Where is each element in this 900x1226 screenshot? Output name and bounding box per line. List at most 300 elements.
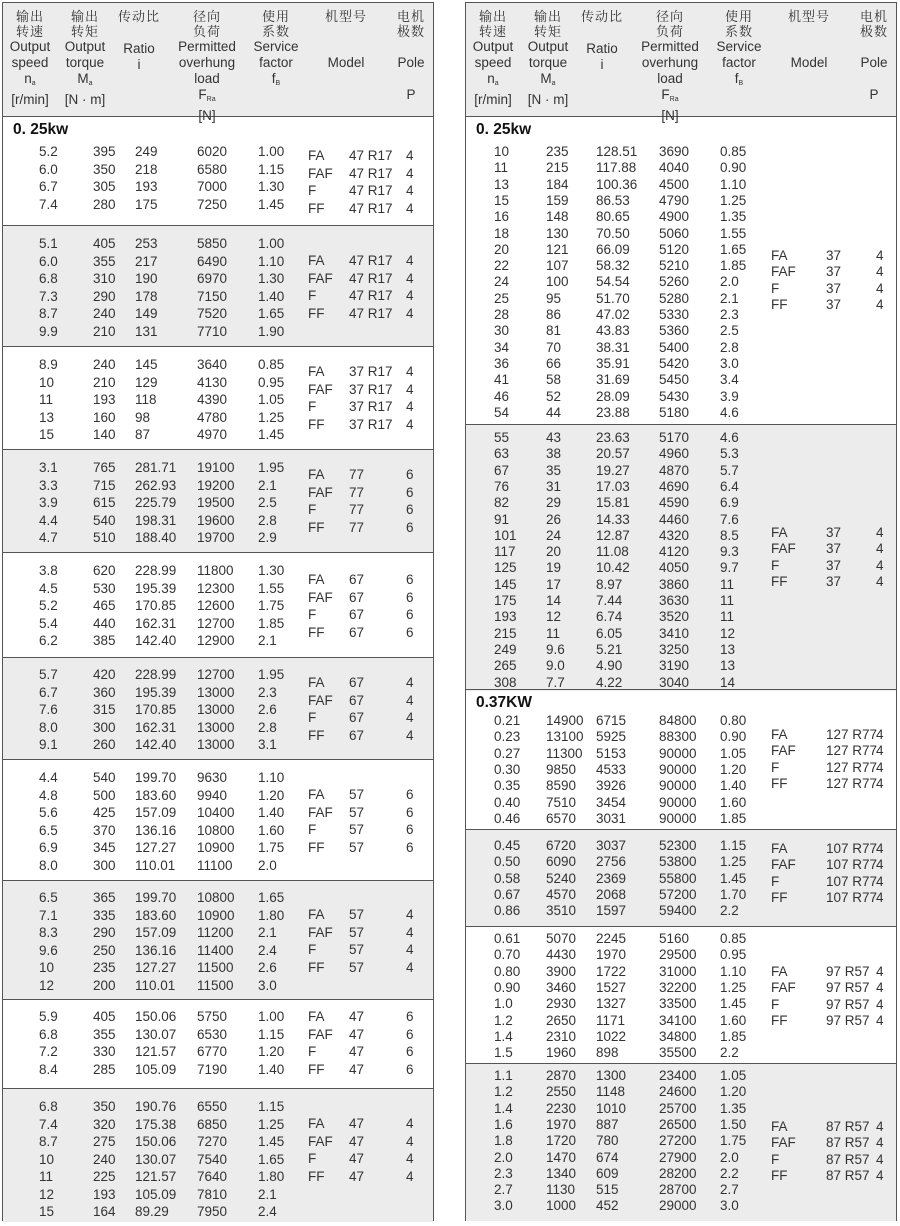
model-cell: 97 R57 — [826, 980, 870, 996]
header-cn-label: 使用 — [724, 9, 753, 24]
output-torque-cell: 121 — [546, 241, 569, 257]
output-speed-cell: 6.7 — [39, 684, 58, 700]
overhung-load-cell: 25700 — [659, 1100, 697, 1116]
pole-cell: 4 — [406, 399, 414, 414]
overhung-load-cell: 27200 — [659, 1133, 697, 1149]
overhung-load-cell: 11500 — [197, 977, 234, 993]
output-speed-cell: 18 — [494, 225, 510, 241]
output-torque-cell: 12 — [546, 609, 562, 625]
service-factor-cell: 12 — [720, 625, 736, 641]
ratio-cell: 2369 — [596, 870, 627, 886]
service-factor-cell: 0.80 — [720, 713, 747, 728]
pole-cell: 4 — [406, 1151, 414, 1166]
service-factor-cell: 3.1 — [258, 737, 277, 752]
header-en-label: load — [194, 71, 220, 86]
output-speed-cell: 22 — [494, 258, 510, 274]
model-cell: 47 R17 — [349, 148, 393, 163]
overhung-load-cell: 53800 — [659, 854, 697, 870]
overhung-load-cell: 6580 — [197, 161, 228, 177]
output-torque-cell: 19 — [546, 560, 562, 576]
output-torque-cell: 370 — [93, 822, 116, 838]
output-torque-cell: 107 — [546, 258, 569, 274]
overhung-load-cell: 4390 — [197, 392, 228, 407]
output-speed-cell: 41 — [494, 372, 510, 388]
power-rating-label: 0. 25kw — [13, 121, 69, 138]
header-en-label: Model — [327, 55, 365, 70]
power-block — [3, 346, 433, 449]
ratio-cell: 193 — [135, 179, 158, 194]
overhung-load-cell: 7000 — [197, 179, 228, 194]
header-unit: [N · m] — [64, 92, 106, 107]
ratio-cell: 11.08 — [596, 544, 629, 560]
ratio-cell: 14.33 — [596, 511, 630, 527]
header-symbol: M — [77, 71, 89, 86]
output-speed-cell: 34 — [494, 339, 510, 355]
mount-type-cell: F — [771, 1151, 780, 1167]
overhung-load-cell: 5120 — [659, 241, 690, 257]
service-factor-cell: 2.7 — [720, 1182, 739, 1198]
pole-cell: 4 — [876, 296, 884, 312]
output-speed-cell: 8.0 — [39, 857, 58, 873]
pole-cell: 4 — [876, 248, 884, 263]
header-cn-label: 机型号 — [324, 9, 367, 24]
pole-cell: 4 — [876, 980, 884, 996]
output-speed-cell: 0.86 — [494, 903, 521, 919]
output-speed-cell: 91 — [494, 511, 510, 527]
output-speed-cell: 8.0 — [39, 719, 58, 735]
output-torque-cell: 3510 — [546, 903, 577, 919]
output-torque-cell: 70 — [546, 339, 562, 355]
service-factor-cell: 1.75 — [720, 1133, 747, 1149]
output-torque-cell: 52 — [546, 388, 562, 404]
output-torque-cell: 24 — [546, 527, 562, 543]
overhung-load-cell: 4590 — [659, 495, 690, 511]
ratio-cell: 4.90 — [596, 658, 623, 674]
mount-type-cell: FAF — [771, 541, 796, 557]
output-torque-cell: 14900 — [546, 713, 584, 728]
ratio-cell: 175 — [135, 196, 158, 212]
output-torque-cell: 5070 — [546, 931, 577, 946]
overhung-load-cell: 3190 — [659, 658, 690, 674]
ratio-cell: 188.40 — [135, 530, 177, 545]
ratio-cell: 130.07 — [135, 1026, 177, 1042]
service-factor-cell: 1.45 — [258, 427, 285, 442]
ratio-cell: 28.09 — [596, 388, 630, 404]
mount-type-cell: FAF — [771, 980, 796, 996]
service-factor-cell: 1.50 — [720, 1116, 747, 1132]
ratio-cell: 190 — [135, 271, 158, 286]
model-cell: 67 — [349, 675, 365, 690]
service-factor-cell: 1.45 — [720, 996, 747, 1012]
ratio-cell: 54.54 — [596, 274, 630, 290]
header-symbol: F — [198, 87, 207, 102]
output-torque-cell: 360 — [93, 684, 116, 700]
service-factor-cell: 1.00 — [258, 144, 285, 159]
model-cell: 87 R57 — [826, 1151, 870, 1167]
header-spacer — [834, 71, 900, 87]
mount-type-cell: FF — [771, 1012, 788, 1028]
ratio-cell: 17.03 — [596, 478, 630, 494]
overhung-load-cell: 4050 — [659, 560, 690, 576]
header-en-label: Ratio — [123, 41, 155, 56]
mount-type-cell: FF — [771, 573, 788, 589]
output-torque-cell: 148 — [546, 209, 569, 225]
mount-type-cell: FAF — [308, 589, 333, 605]
overhung-load-cell: 5160 — [659, 931, 690, 946]
pole-cell: 6 — [406, 1061, 414, 1077]
overhung-load-cell: 12700 — [197, 615, 235, 631]
output-speed-cell: 1.6 — [494, 1116, 513, 1132]
ratio-cell: 47.02 — [596, 307, 630, 322]
overhung-load-cell: 5750 — [197, 1009, 228, 1024]
output-speed-cell: 16 — [494, 209, 510, 225]
model-cell: 107 R77 — [826, 889, 878, 905]
service-factor-cell: 2.4 — [258, 1204, 277, 1219]
power-block — [3, 657, 433, 759]
ratio-cell: 190.76 — [135, 1099, 177, 1114]
mount-type-cell: FF — [308, 519, 325, 535]
pole-cell: 4 — [406, 416, 414, 432]
mount-type-cell: FAF — [308, 381, 333, 397]
output-torque-cell: 20 — [546, 544, 562, 560]
output-torque-cell: 510 — [93, 530, 116, 545]
overhung-load-cell: 9940 — [197, 787, 228, 803]
power-block — [3, 999, 433, 1088]
output-torque-cell: 305 — [93, 179, 116, 194]
output-speed-cell: 0.45 — [494, 838, 521, 853]
ratio-cell: 1010 — [596, 1100, 627, 1116]
output-torque-cell: 440 — [93, 615, 116, 631]
output-speed-cell: 1.2 — [494, 1084, 513, 1100]
ratio-cell: 121.57 — [135, 1169, 177, 1184]
overhung-load-cell: 7640 — [197, 1169, 228, 1184]
header-cn-label: 径向 — [192, 9, 221, 24]
model-cell: 47 — [349, 1151, 365, 1166]
output-speed-cell: 5.4 — [39, 615, 58, 631]
overhung-load-cell: 4690 — [659, 478, 690, 494]
model-cell: 77 — [349, 502, 365, 517]
header-en-label: overhung — [641, 55, 699, 70]
output-torque-cell: 100 — [546, 274, 569, 290]
output-speed-cell: 1.0 — [494, 996, 513, 1012]
output-speed-cell: 7.4 — [39, 196, 58, 212]
mount-type-cell: FA — [308, 364, 325, 379]
ratio-cell: 253 — [135, 236, 158, 251]
output-speed-cell: 1.4 — [494, 1100, 513, 1116]
table-header — [466, 3, 896, 123]
output-speed-cell: 9.9 — [39, 323, 58, 339]
output-torque-cell: 260 — [93, 737, 116, 752]
model-cell: 107 R77 — [826, 873, 878, 889]
service-factor-cell: 1.05 — [258, 392, 285, 407]
header-cn-label: 电机 — [396, 9, 425, 24]
service-factor-cell: 2.0 — [720, 1149, 739, 1165]
mount-type-cell: FAF — [771, 857, 796, 873]
service-factor-cell: 1.20 — [258, 1044, 285, 1059]
model-cell: 67 — [349, 727, 365, 743]
pole-cell: 4 — [876, 775, 884, 791]
service-factor-cell: 1.80 — [258, 1169, 285, 1184]
ratio-cell: 228.99 — [135, 667, 177, 682]
output-torque-cell: 310 — [93, 271, 116, 286]
ratio-cell: 6.74 — [596, 609, 623, 625]
model-cell: 67 — [349, 572, 365, 587]
mount-type-cell: F — [308, 942, 317, 957]
mount-type-cell: F — [308, 607, 317, 622]
ratio-cell: 100.36 — [596, 176, 638, 192]
power-block — [466, 926, 896, 1063]
service-factor-cell: 1.45 — [258, 1134, 285, 1149]
service-factor-cell: 2.8 — [720, 339, 739, 355]
pole-cell: 6 — [406, 519, 414, 535]
overhung-load-cell: 10400 — [197, 805, 235, 820]
header-cn-label: 传动比 — [117, 9, 160, 24]
pole-cell: 4 — [876, 743, 884, 759]
header-pole — [834, 9, 900, 103]
output-torque-cell: 26 — [546, 511, 562, 527]
pole-cell: 4 — [876, 573, 884, 589]
output-torque-cell: 6090 — [546, 854, 577, 870]
output-torque-cell: 9.0 — [546, 658, 565, 674]
header-en-label: Output — [9, 39, 51, 54]
mount-type-cell: FA — [308, 148, 325, 163]
service-factor-cell: 1.15 — [720, 838, 747, 853]
ratio-cell: 2756 — [596, 854, 627, 870]
service-factor-cell: 3.9 — [720, 388, 739, 404]
service-factor-cell: 0.85 — [720, 144, 747, 159]
pole-cell: 4 — [406, 907, 414, 922]
ratio-cell: 1597 — [596, 903, 627, 919]
table-header — [3, 3, 433, 123]
overhung-load-cell: 4780 — [197, 409, 228, 425]
output-torque-cell: 350 — [93, 161, 116, 177]
model-cell: 57 — [349, 822, 365, 837]
model-cell: 57 — [349, 907, 365, 922]
ratio-cell: 195.39 — [135, 684, 177, 700]
pole-cell: 4 — [406, 727, 414, 743]
mount-type-cell: FF — [308, 305, 325, 321]
header-cn-label: 电机 — [859, 9, 888, 24]
mount-type-cell: FAF — [308, 1133, 333, 1149]
service-factor-cell: 1.85 — [258, 615, 285, 631]
header-symbol: i — [600, 57, 604, 72]
overhung-load-cell: 5210 — [659, 258, 690, 274]
header-spacer — [834, 39, 900, 55]
model-cell: 37 — [826, 264, 842, 280]
service-factor-cell: 1.95 — [258, 667, 285, 682]
gear-selection-table-left — [2, 2, 434, 1221]
output-torque-cell: 225 — [93, 1169, 116, 1184]
mount-type-cell: FAF — [771, 264, 796, 280]
ratio-cell: 150.06 — [135, 1009, 177, 1024]
header-cn-label: 输出 — [478, 9, 507, 24]
mount-type-cell: F — [308, 399, 317, 414]
pole-cell: 6 — [406, 572, 414, 587]
output-speed-cell: 7.3 — [39, 288, 58, 304]
output-speed-cell: 5.6 — [39, 805, 58, 820]
service-factor-cell: 2.2 — [720, 903, 739, 919]
output-speed-cell: 8.4 — [39, 1061, 58, 1077]
output-torque-cell: 285 — [93, 1061, 116, 1077]
overhung-load-cell: 12700 — [197, 667, 235, 682]
overhung-load-cell: 88300 — [659, 729, 697, 745]
service-factor-cell: 1.15 — [258, 1026, 285, 1042]
output-speed-cell: 117 — [494, 544, 516, 560]
overhung-load-cell: 13000 — [197, 684, 235, 700]
service-factor-cell: 2.1 — [258, 925, 277, 940]
output-speed-cell: 1.4 — [494, 1028, 513, 1044]
overhung-load-cell: 4960 — [659, 446, 690, 462]
output-torque-cell: 765 — [93, 460, 116, 475]
overhung-load-cell: 27900 — [659, 1149, 697, 1165]
overhung-load-cell: 7190 — [197, 1061, 228, 1077]
output-torque-cell: 530 — [93, 580, 116, 596]
model-cell: 67 — [349, 692, 365, 708]
service-factor-cell: 1.25 — [720, 979, 747, 995]
overhung-load-cell: 10900 — [197, 907, 235, 923]
overhung-load-cell: 12600 — [197, 598, 235, 613]
model-cell: 67 — [349, 589, 365, 605]
service-factor-cell: 14 — [720, 674, 736, 690]
overhung-load-cell: 19600 — [197, 512, 235, 528]
ratio-cell: 170.85 — [135, 702, 177, 717]
output-speed-cell: 3.3 — [39, 477, 58, 493]
output-torque-cell: 240 — [93, 306, 116, 321]
mount-type-cell: FAF — [771, 743, 796, 759]
mount-type-cell: F — [771, 759, 780, 775]
overhung-load-cell: 4460 — [659, 511, 690, 527]
service-factor-cell: 2.8 — [258, 512, 277, 528]
ratio-cell: 515 — [596, 1182, 619, 1198]
service-factor-cell: 2.6 — [258, 960, 277, 975]
pole-cell: 6 — [406, 484, 414, 500]
model-cell: 47 R17 — [349, 253, 393, 268]
output-torque-cell: 210 — [93, 374, 116, 390]
header-en-label: Output — [64, 39, 106, 54]
model-cell: 37 — [826, 541, 842, 557]
output-torque-cell: 290 — [93, 288, 116, 304]
header-service-factor — [236, 9, 316, 92]
output-speed-cell: 1.1 — [494, 1068, 513, 1083]
pole-cell: 4 — [876, 264, 884, 280]
ratio-cell: 70.50 — [596, 225, 630, 241]
ratio-cell: 136.16 — [135, 942, 177, 958]
output-speed-cell: 265 — [494, 658, 517, 674]
power-block — [466, 1063, 896, 1221]
service-factor-cell: 1.95 — [258, 460, 285, 475]
ratio-cell: 8.97 — [596, 576, 623, 592]
mount-type-cell: FA — [771, 248, 788, 263]
output-speed-cell: 54 — [494, 404, 510, 420]
model-cell: 37 R17 — [349, 381, 393, 397]
mount-type-cell: F — [308, 1151, 317, 1166]
ratio-cell: 3926 — [596, 778, 627, 794]
ratio-cell: 162.31 — [135, 719, 177, 735]
header-cn-label: 负荷 — [192, 24, 221, 39]
output-speed-cell: 145 — [494, 576, 517, 592]
ratio-cell: 887 — [596, 1116, 619, 1132]
service-factor-cell: 11 — [720, 609, 735, 625]
output-speed-cell: 55 — [494, 430, 510, 445]
ratio-cell: 5925 — [596, 729, 627, 745]
service-factor-cell: 0.90 — [720, 729, 747, 745]
service-factor-cell: 1.05 — [720, 745, 747, 761]
output-speed-cell: 10 — [494, 144, 510, 159]
model-cell: 87 R57 — [826, 1119, 870, 1134]
output-torque-cell: 7.7 — [546, 674, 565, 690]
ratio-cell: 15.81 — [596, 495, 630, 511]
ratio-cell: 195.39 — [135, 580, 177, 596]
header-cn-label: 径向 — [655, 9, 684, 24]
mount-type-cell: F — [308, 288, 317, 303]
ratio-cell: 178 — [135, 288, 158, 304]
header-spacer — [371, 39, 451, 55]
power-block — [466, 689, 896, 829]
overhung-load-cell: 5400 — [659, 339, 690, 355]
overhung-load-cell: 4130 — [197, 374, 228, 390]
service-factor-cell: 2.6 — [258, 702, 277, 717]
output-torque-cell: 240 — [93, 357, 116, 372]
pole-cell: 4 — [876, 1119, 884, 1134]
service-factor-cell: 8.5 — [720, 527, 739, 543]
service-factor-cell: 1.60 — [720, 794, 747, 810]
output-torque-cell: 29 — [546, 495, 562, 511]
output-torque-cell: 335 — [93, 907, 116, 923]
model-cell: 37 R17 — [349, 416, 393, 432]
mount-type-cell: FA — [308, 787, 325, 802]
header-en-label: torque — [528, 55, 568, 70]
ratio-cell: 43.83 — [596, 323, 630, 339]
overhung-load-cell: 12900 — [197, 633, 235, 648]
overhung-load-cell: 4790 — [659, 192, 690, 208]
output-torque-cell: 280 — [93, 196, 116, 212]
overhung-load-cell: 3860 — [659, 576, 690, 592]
overhung-load-cell: 4500 — [659, 176, 690, 192]
ratio-cell: 1970 — [596, 947, 627, 963]
overhung-load-cell: 10800 — [197, 890, 235, 905]
ratio-cell: 1527 — [596, 979, 627, 995]
header-cn-label: 转矩 — [70, 24, 99, 39]
service-factor-cell: 0.85 — [258, 357, 285, 372]
service-factor-cell: 2.2 — [720, 1045, 739, 1061]
output-torque-cell: 13100 — [546, 729, 584, 745]
header-en-label: speed — [474, 55, 512, 70]
model-cell: 47 — [349, 1133, 365, 1149]
service-factor-cell: 9.3 — [720, 544, 739, 560]
pole-cell: 4 — [406, 924, 414, 940]
output-speed-cell: 0.27 — [494, 745, 521, 761]
output-torque-cell: 425 — [93, 805, 116, 820]
ratio-cell: 149 — [135, 306, 158, 321]
output-torque-cell: 540 — [93, 512, 116, 528]
pole-cell: 4 — [876, 759, 884, 775]
output-torque-cell: 1000 — [546, 1198, 577, 1214]
output-torque-cell: 4430 — [546, 947, 577, 963]
overhung-load-cell: 11400 — [197, 942, 234, 958]
overhung-load-cell: 3690 — [659, 144, 690, 159]
overhung-load-cell: 11200 — [197, 925, 234, 940]
power-block — [466, 424, 896, 691]
service-factor-cell: 1.10 — [720, 176, 747, 192]
header-cn-label: 转速 — [478, 24, 507, 39]
output-torque-cell: 210 — [93, 323, 116, 339]
service-factor-cell: 0.90 — [720, 160, 747, 176]
overhung-load-cell: 26500 — [659, 1116, 697, 1132]
output-speed-cell: 13 — [39, 409, 55, 425]
model-cell: 57 — [349, 924, 365, 940]
output-torque-cell: 2230 — [546, 1100, 577, 1116]
overhung-load-cell: 4120 — [659, 544, 690, 560]
